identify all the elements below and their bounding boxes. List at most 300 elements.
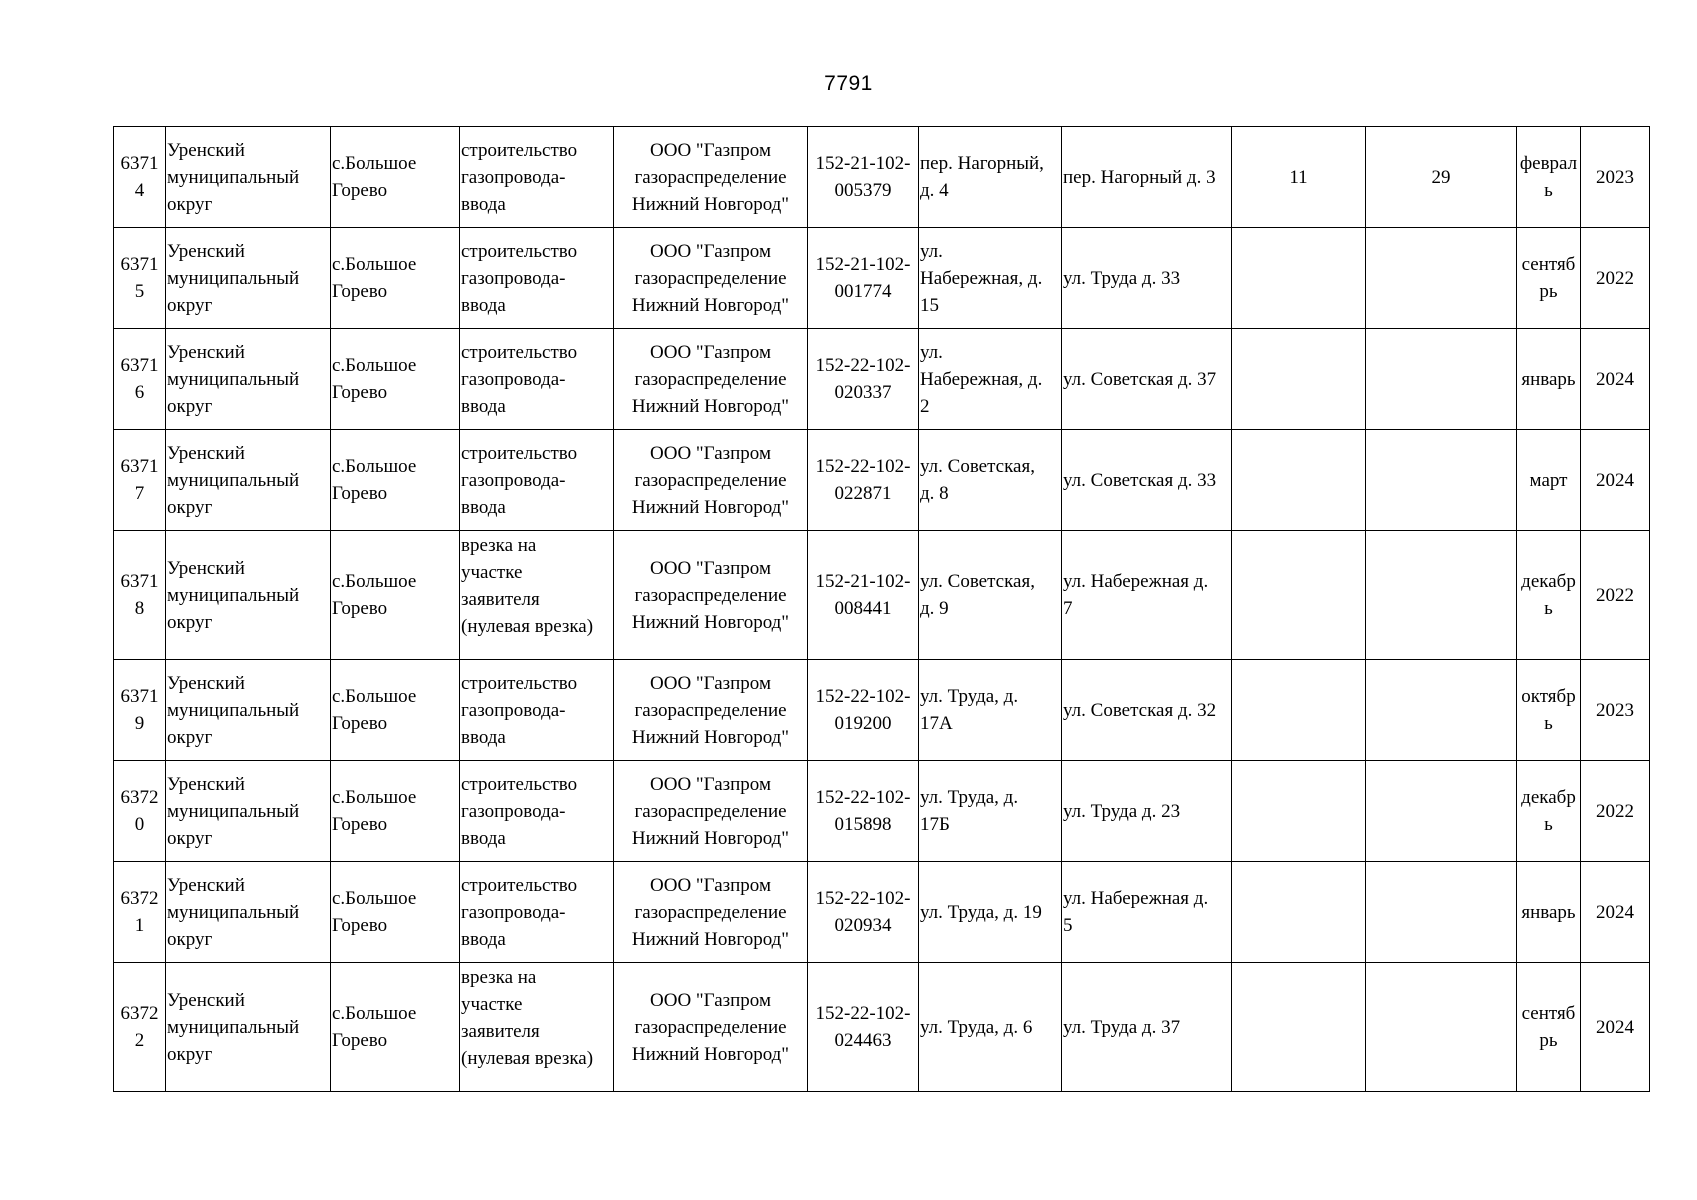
cell-year — [1581, 430, 1650, 531]
cell-request-code-text: 152-21-102- — [815, 571, 911, 592]
cell-work-type-text: (нулевая врезка) — [461, 1048, 594, 1069]
cell-organization-text: Нижний Новгород" — [631, 496, 790, 518]
cell-organization — [614, 228, 808, 329]
cell-value-2 — [1366, 761, 1517, 862]
cell-year-text: 2024 — [1596, 469, 1634, 491]
cell-request-code-text: 020337 — [834, 382, 892, 403]
cell-organization-text: ООО "Газпром — [650, 139, 771, 161]
cell-request-code — [808, 329, 919, 430]
cell-value-2-text: 29 — [1431, 166, 1451, 188]
cell-organization — [614, 531, 808, 660]
cell-district-text: Уренский — [167, 874, 245, 896]
cell-settlement — [331, 862, 460, 963]
cell-district-text: муниципальный — [167, 267, 300, 289]
cell-connection-address-text: пер. Нагорный д. 3 — [1063, 166, 1216, 188]
cell-year-text: 2024 — [1596, 901, 1634, 923]
cell-object-address — [919, 329, 1062, 430]
cell-month-text: ь — [1544, 598, 1553, 619]
table-row — [114, 862, 1650, 963]
cell-work-type-text: строительство — [461, 672, 578, 694]
cell-settlement — [331, 127, 460, 228]
cell-month — [1517, 862, 1581, 963]
page-number: 7791 — [824, 72, 873, 95]
cell-district-text: округ — [167, 395, 213, 417]
cell-month-text: сентяб — [1521, 1003, 1576, 1024]
cell-value-2 — [1366, 660, 1517, 761]
cell-work-type-text: газопровода- — [461, 267, 566, 289]
cell-work-type — [460, 761, 614, 862]
cell-district — [166, 660, 331, 761]
cell-month-text: январь — [1521, 368, 1576, 390]
cell-request-code-text: 152-21-102- — [815, 153, 911, 174]
cell-settlement-text: Горево — [332, 483, 388, 504]
cell-record-number-text: 6372 — [120, 787, 159, 808]
cell-object-address-text: ул. Труда, д. 19 — [920, 901, 1042, 923]
cell-request-code — [808, 127, 919, 228]
cell-object-address — [919, 862, 1062, 963]
cell-record-number — [114, 761, 166, 862]
cell-object-address-text: д. 8 — [920, 483, 949, 504]
cell-record-number — [114, 430, 166, 531]
registry-table — [113, 126, 1650, 1092]
cell-month — [1517, 963, 1581, 1092]
cell-district — [166, 228, 331, 329]
cell-organization — [614, 127, 808, 228]
cell-district — [166, 531, 331, 660]
cell-record-number-text: 2 — [134, 1030, 145, 1051]
cell-record-number — [114, 660, 166, 761]
cell-year-text: 2022 — [1596, 800, 1634, 822]
cell-month-text: октябр — [1521, 686, 1576, 707]
cell-settlement — [331, 660, 460, 761]
cell-district-text: муниципальный — [167, 1016, 300, 1038]
cell-organization-text: Нижний Новгород" — [631, 928, 790, 950]
cell-request-code-text: 152-22-102- — [815, 888, 911, 909]
cell-organization-text: Нижний Новгород" — [631, 1043, 790, 1065]
cell-work-type-text: газопровода- — [461, 166, 566, 188]
cell-organization — [614, 963, 808, 1092]
cell-month-text: ь — [1544, 814, 1553, 835]
cell-district-text: муниципальный — [167, 584, 300, 606]
cell-value-1 — [1232, 329, 1366, 430]
cell-request-code-text: 008441 — [834, 598, 892, 619]
cell-value-1 — [1232, 660, 1366, 761]
table-row — [114, 430, 1650, 531]
cell-district-text: Уренский — [167, 989, 245, 1011]
cell-request-code-text: 152-21-102- — [815, 254, 911, 275]
cell-work-type-text: ввода — [461, 827, 506, 849]
cell-record-number-text: 6371 — [120, 254, 159, 275]
cell-value-2 — [1366, 531, 1517, 660]
cell-object-address-text: ул. Советская, — [920, 456, 1035, 477]
cell-month — [1517, 761, 1581, 862]
cell-work-type-text: ввода — [461, 928, 506, 950]
cell-work-type-text: строительство — [461, 874, 578, 896]
cell-work-type-text: заявителя — [461, 589, 540, 610]
cell-year-text: 2022 — [1596, 584, 1634, 606]
cell-district-text: Уренский — [167, 240, 245, 262]
cell-connection-address-text: ул. Советская д. 37 — [1063, 368, 1217, 390]
cell-month-text: сентяб — [1521, 254, 1576, 275]
cell-request-code — [808, 761, 919, 862]
cell-work-type — [460, 531, 614, 660]
cell-object-address — [919, 127, 1062, 228]
cell-record-number-text: 4 — [134, 180, 145, 201]
cell-settlement-text: с.Большое — [332, 456, 417, 477]
cell-month-text: декабр — [1521, 787, 1576, 808]
cell-work-type-text: газопровода- — [461, 901, 566, 923]
cell-work-type-text: газопровода- — [461, 469, 566, 491]
cell-settlement — [331, 430, 460, 531]
cell-district-text: Уренский — [167, 773, 245, 795]
cell-organization-text: ООО "Газпром — [650, 672, 771, 694]
cell-work-type-text: врезка на — [461, 535, 537, 556]
cell-record-number-text: 8 — [134, 598, 145, 619]
cell-organization-text: Нижний Новгород" — [631, 611, 790, 633]
cell-district — [166, 963, 331, 1092]
cell-work-type-text: ввода — [461, 395, 506, 417]
cell-record-number-text: 6371 — [120, 571, 159, 592]
cell-organization-text: газораспределение — [634, 584, 787, 606]
cell-district-text: муниципальный — [167, 469, 300, 491]
cell-district-text: муниципальный — [167, 901, 300, 923]
cell-month-text: рь — [1539, 1030, 1558, 1051]
cell-connection-address — [1062, 127, 1232, 228]
cell-request-code-text: 020934 — [834, 915, 892, 936]
cell-connection-address — [1062, 862, 1232, 963]
cell-organization-text: газораспределение — [634, 901, 787, 923]
cell-work-type — [460, 963, 614, 1092]
table-row — [114, 228, 1650, 329]
cell-value-2 — [1366, 862, 1517, 963]
cell-work-type — [460, 329, 614, 430]
cell-request-code — [808, 963, 919, 1092]
cell-organization-text: газораспределение — [634, 166, 787, 188]
cell-work-type-text: врезка на — [461, 967, 537, 988]
cell-organization-text: ООО "Газпром — [650, 341, 771, 363]
cell-settlement-text: с.Большое — [332, 571, 417, 592]
cell-object-address-text: ул. — [920, 240, 943, 262]
cell-year — [1581, 329, 1650, 430]
cell-organization — [614, 660, 808, 761]
cell-year-text: 2024 — [1596, 368, 1634, 390]
cell-month-text: январь — [1521, 901, 1576, 923]
table-row — [114, 127, 1650, 228]
cell-request-code-text: 001774 — [834, 281, 892, 302]
cell-organization-text: Нижний Новгород" — [631, 395, 790, 417]
cell-district-text: округ — [167, 294, 213, 316]
cell-organization-text: газораспределение — [634, 469, 787, 491]
cell-year — [1581, 660, 1650, 761]
cell-organization-text: Нижний Новгород" — [631, 827, 790, 849]
cell-request-code-text: 024463 — [834, 1030, 892, 1051]
cell-district-text: муниципальный — [167, 166, 300, 188]
cell-object-address-text: пер. Нагорный, — [920, 153, 1044, 174]
cell-organization-text: газораспределение — [634, 699, 787, 721]
cell-connection-address — [1062, 430, 1232, 531]
cell-organization-text: Нижний Новгород" — [631, 294, 790, 316]
cell-month-text: феврал — [1519, 153, 1578, 174]
cell-request-code-text: 152-22-102- — [815, 1003, 911, 1024]
cell-work-type — [460, 228, 614, 329]
cell-object-address — [919, 660, 1062, 761]
cell-year-text: 2023 — [1596, 166, 1634, 188]
cell-month-text: рь — [1539, 281, 1558, 302]
cell-year-text: 2022 — [1596, 267, 1634, 289]
cell-district-text: округ — [167, 496, 213, 518]
cell-month-text: ь — [1544, 180, 1553, 201]
cell-district — [166, 761, 331, 862]
cell-settlement — [331, 329, 460, 430]
cell-object-address-text: д. 4 — [920, 180, 949, 201]
cell-work-type-text: строительство — [461, 341, 578, 363]
cell-value-2 — [1366, 963, 1517, 1092]
cell-work-type — [460, 660, 614, 761]
cell-value-2 — [1366, 329, 1517, 430]
cell-work-type-text: строительство — [461, 139, 578, 161]
cell-district-text: округ — [167, 726, 213, 748]
cell-record-number-text: 0 — [134, 814, 145, 835]
cell-record-number-text: 6371 — [120, 456, 159, 477]
table-row — [114, 761, 1650, 862]
cell-record-number — [114, 963, 166, 1092]
cell-object-address-text: д. 9 — [920, 598, 949, 619]
cell-work-type-text: строительство — [461, 442, 578, 464]
cell-work-type-text: ввода — [461, 726, 506, 748]
cell-request-code-text: 019200 — [834, 713, 892, 734]
cell-year — [1581, 862, 1650, 963]
cell-district-text: округ — [167, 1043, 213, 1065]
cell-work-type-text: участке — [461, 562, 523, 583]
cell-value-2 — [1366, 430, 1517, 531]
cell-request-code-text: 005379 — [834, 180, 892, 201]
cell-request-code-text: 152-22-102- — [815, 686, 911, 707]
cell-object-address-text: ул. — [920, 341, 943, 363]
cell-record-number-text: 6 — [134, 382, 145, 403]
cell-month-text: ь — [1544, 713, 1553, 734]
cell-settlement-text: Горево — [332, 281, 388, 302]
cell-settlement-text: Горево — [332, 814, 388, 835]
cell-district-text: муниципальный — [167, 800, 300, 822]
cell-record-number — [114, 531, 166, 660]
cell-organization-text: ООО "Газпром — [650, 442, 771, 464]
cell-work-type-text: ввода — [461, 496, 506, 518]
cell-object-address — [919, 430, 1062, 531]
cell-record-number-text: 1 — [134, 915, 145, 936]
cell-settlement-text: с.Большое — [332, 888, 417, 909]
cell-organization-text: ООО "Газпром — [650, 773, 771, 795]
cell-request-code — [808, 531, 919, 660]
cell-record-number-text: 6371 — [120, 153, 159, 174]
cell-district-text: муниципальный — [167, 368, 300, 390]
cell-work-type — [460, 862, 614, 963]
cell-value-2 — [1366, 228, 1517, 329]
cell-year — [1581, 531, 1650, 660]
cell-organization-text: газораспределение — [634, 368, 787, 390]
cell-work-type-text: ввода — [461, 193, 506, 215]
cell-organization-text: Нижний Новгород" — [631, 726, 790, 748]
cell-month — [1517, 127, 1581, 228]
cell-object-address — [919, 761, 1062, 862]
cell-district-text: округ — [167, 928, 213, 950]
table-row — [114, 660, 1650, 761]
cell-value-2 — [1366, 127, 1517, 228]
cell-connection-address-text: ул. Набережная д. — [1063, 888, 1209, 909]
cell-district-text: Уренский — [167, 557, 245, 579]
cell-settlement-text: Горево — [332, 713, 388, 734]
cell-district — [166, 430, 331, 531]
cell-district — [166, 329, 331, 430]
cell-connection-address-text: ул. Советская д. 32 — [1063, 699, 1217, 721]
cell-value-1 — [1232, 963, 1366, 1092]
cell-object-address — [919, 228, 1062, 329]
cell-connection-address-text: ул. Набережная д. — [1063, 571, 1209, 592]
cell-request-code — [808, 660, 919, 761]
cell-connection-address-text: ул. Труда д. 37 — [1063, 1016, 1181, 1038]
cell-work-type-text: строительство — [461, 773, 578, 795]
cell-record-number-text: 6371 — [120, 686, 159, 707]
cell-work-type-text: участке — [461, 994, 523, 1015]
table-row — [114, 963, 1650, 1092]
cell-connection-address — [1062, 963, 1232, 1092]
cell-organization-text: газораспределение — [634, 800, 787, 822]
cell-value-1 — [1232, 228, 1366, 329]
cell-district-text: Уренский — [167, 442, 245, 464]
cell-work-type-text: строительство — [461, 240, 578, 262]
cell-organization-text: Нижний Новгород" — [631, 193, 790, 215]
cell-district-text: Уренский — [167, 672, 245, 694]
cell-object-address-text: 17Б — [920, 814, 950, 835]
cell-work-type-text: газопровода- — [461, 699, 566, 721]
cell-month — [1517, 329, 1581, 430]
cell-organization-text: ООО "Газпром — [650, 989, 771, 1011]
cell-request-code — [808, 430, 919, 531]
cell-object-address — [919, 963, 1062, 1092]
cell-work-type — [460, 430, 614, 531]
cell-month-text: март — [1529, 469, 1568, 491]
cell-work-type-text: газопровода- — [461, 368, 566, 390]
cell-record-number — [114, 127, 166, 228]
cell-settlement-text: с.Большое — [332, 1003, 417, 1024]
cell-district-text: округ — [167, 611, 213, 633]
cell-request-code-text: 022871 — [834, 483, 892, 504]
cell-organization — [614, 430, 808, 531]
table-row — [114, 531, 1650, 660]
cell-object-address — [919, 531, 1062, 660]
cell-district-text: округ — [167, 193, 213, 215]
cell-district-text: Уренский — [167, 341, 245, 363]
cell-record-number — [114, 228, 166, 329]
cell-year-text: 2024 — [1596, 1016, 1634, 1038]
cell-connection-address — [1062, 329, 1232, 430]
cell-organization-text: ООО "Газпром — [650, 874, 771, 896]
cell-district — [166, 862, 331, 963]
cell-district — [166, 127, 331, 228]
table-row — [114, 329, 1650, 430]
cell-district-text: округ — [167, 827, 213, 849]
cell-year — [1581, 228, 1650, 329]
cell-value-1 — [1232, 430, 1366, 531]
cell-organization-text: ООО "Газпром — [650, 240, 771, 262]
cell-connection-address-text: ул. Труда д. 33 — [1063, 267, 1181, 289]
cell-record-number-text: 9 — [134, 713, 145, 734]
cell-organization — [614, 329, 808, 430]
cell-record-number-text: 6372 — [120, 888, 159, 909]
cell-settlement — [331, 228, 460, 329]
cell-object-address-text: 15 — [920, 294, 939, 316]
cell-connection-address-text: ул. Труда д. 23 — [1063, 800, 1181, 822]
cell-connection-address — [1062, 660, 1232, 761]
cell-record-number — [114, 329, 166, 430]
cell-object-address-text: ул. Труда, д. 6 — [920, 1016, 1033, 1038]
cell-district-text: Уренский — [167, 139, 245, 161]
cell-settlement-text: Горево — [332, 1030, 388, 1051]
cell-record-number-text: 7 — [134, 483, 145, 504]
cell-settlement-text: Горево — [332, 598, 388, 619]
cell-work-type-text: заявителя — [461, 1021, 540, 1042]
cell-request-code-text: 152-22-102- — [815, 355, 911, 376]
cell-year — [1581, 761, 1650, 862]
cell-object-address-text: ул. Труда, д. — [920, 686, 1019, 707]
cell-month — [1517, 531, 1581, 660]
cell-connection-address-text: ул. Советская д. 33 — [1063, 469, 1217, 491]
cell-object-address-text: ул. Труда, д. — [920, 787, 1019, 808]
cell-connection-address — [1062, 531, 1232, 660]
cell-record-number-text: 6371 — [120, 355, 159, 376]
cell-work-type-text: (нулевая врезка) — [461, 616, 594, 637]
cell-connection-address-text: 7 — [1063, 598, 1073, 619]
cell-district-text: муниципальный — [167, 699, 300, 721]
cell-request-code — [808, 228, 919, 329]
cell-request-code-text: 152-22-102- — [815, 456, 911, 477]
cell-settlement-text: Горево — [332, 915, 388, 936]
cell-settlement-text: с.Большое — [332, 686, 417, 707]
cell-settlement — [331, 761, 460, 862]
cell-work-type — [460, 127, 614, 228]
cell-value-1 — [1232, 862, 1366, 963]
cell-organization-text: газораспределение — [634, 267, 787, 289]
cell-object-address-text: ул. Советская, — [920, 571, 1035, 592]
cell-settlement — [331, 531, 460, 660]
cell-year — [1581, 127, 1650, 228]
cell-settlement-text: с.Большое — [332, 355, 417, 376]
cell-settlement-text: Горево — [332, 382, 388, 403]
cell-request-code-text: 152-22-102- — [815, 787, 911, 808]
cell-object-address-text: 17А — [920, 713, 953, 734]
cell-organization — [614, 761, 808, 862]
cell-work-type-text: газопровода- — [461, 800, 566, 822]
cell-settlement-text: с.Большое — [332, 254, 417, 275]
cell-request-code-text: 015898 — [834, 814, 892, 835]
cell-organization — [614, 862, 808, 963]
cell-value-1 — [1232, 531, 1366, 660]
cell-connection-address — [1062, 761, 1232, 862]
cell-settlement-text: с.Большое — [332, 787, 417, 808]
cell-value-1-text: 11 — [1289, 166, 1308, 188]
cell-work-type-text: ввода — [461, 294, 506, 316]
cell-value-1 — [1232, 761, 1366, 862]
cell-record-number — [114, 862, 166, 963]
cell-year-text: 2023 — [1596, 699, 1634, 721]
cell-month — [1517, 430, 1581, 531]
cell-value-1 — [1232, 127, 1366, 228]
cell-organization-text: газораспределение — [634, 1016, 787, 1038]
cell-month — [1517, 228, 1581, 329]
cell-record-number-text: 5 — [134, 281, 145, 302]
cell-object-address-text: Набережная, д. — [920, 368, 1043, 390]
cell-request-code — [808, 862, 919, 963]
cell-month-text: декабр — [1521, 571, 1576, 592]
